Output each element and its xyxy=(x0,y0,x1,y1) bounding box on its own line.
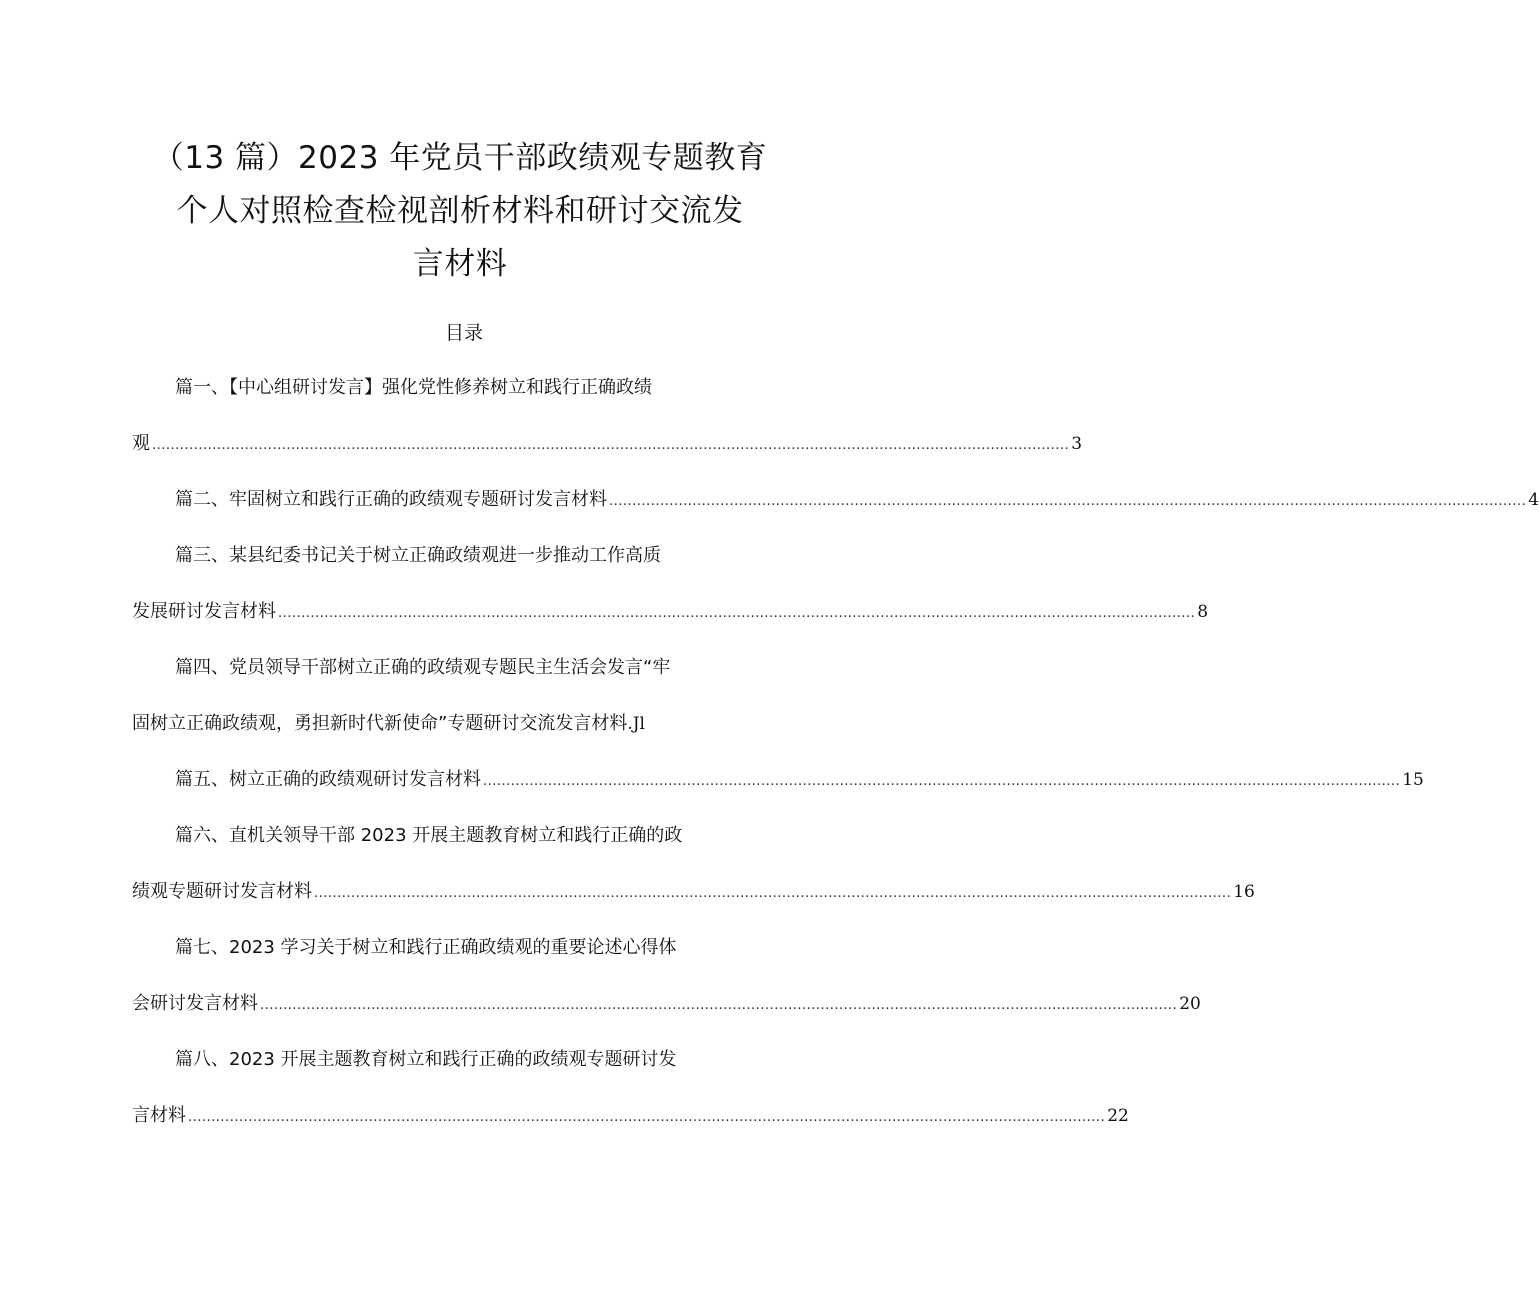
toc-entry-8-line1[interactable]: 篇八、2023 开展主题教育树立和践行正确的政绩观专题研讨发 xyxy=(175,1049,677,1070)
toc-page-number: .Jl xyxy=(627,714,645,734)
toc-entry-2[interactable] xyxy=(175,485,1539,515)
title-line-3: 言材料 xyxy=(412,246,508,282)
toc-entry-text: 言材料 xyxy=(132,1105,186,1126)
toc-entry-text: 发展研讨发言材料 xyxy=(132,601,276,622)
document-title xyxy=(130,132,790,291)
toc-leader-dots: ...................................................................................................................................................................................................... xyxy=(609,494,1527,509)
title-line-2: 个人对照检查检视剖析材料和研讨交流发 xyxy=(176,193,744,229)
toc-entry-7-line2[interactable] xyxy=(132,989,1201,1019)
toc-entry-text: 会研讨发言材料 xyxy=(132,993,258,1014)
toc-page-number: 20 xyxy=(1179,994,1201,1014)
toc-entry-6-line1[interactable]: 篇六、直机关领导干部 2023 开展主题教育树立和践行正确的政 xyxy=(175,825,683,846)
toc-page-number: 4 xyxy=(1528,490,1539,510)
toc-leader-dots: ...................................................................................................................................................................................................... xyxy=(483,774,1401,789)
toc-entry-1-line1[interactable]: 篇一、【中心组研讨发言】强化党性修养树立和践行正确政绩 xyxy=(175,377,652,398)
title-line-1: （13 篇）2023 年党员干部政绩观专题教育 xyxy=(152,140,768,176)
toc-entry-text: 观 xyxy=(132,433,150,454)
toc-leader-dots: ...................................................................................................................................................................................................... xyxy=(188,1110,1106,1125)
toc-entry-8-line2[interactable] xyxy=(132,1101,1129,1131)
toc-leader-dots: ...................................................................................................................................................................................................... xyxy=(260,998,1178,1013)
toc-leader-dots: ...................................................................................................................................................................................................... xyxy=(314,886,1232,901)
toc-entry-3-line2[interactable] xyxy=(132,597,1209,627)
toc-entry-1-line2[interactable] xyxy=(132,429,1083,459)
toc-page-number: 3 xyxy=(1071,434,1083,454)
toc-heading: 目录 xyxy=(444,322,483,344)
toc-entry-7-line1[interactable]: 篇七、2023 学习关于树立和践行正确政绩观的重要论述心得体 xyxy=(175,937,677,958)
toc-entry-text: 篇二、牢固树立和践行正确的政绩观专题研讨发言材料 xyxy=(175,489,607,510)
toc-leader-dots: ...................................................................................................................................................................................................... xyxy=(278,606,1196,621)
toc-entry-text: 绩观专题研讨发言材料 xyxy=(132,881,312,902)
toc-entry-text: 篇五、树立正确的政绩观研讨发言材料 xyxy=(175,769,481,790)
toc-page-number: 8 xyxy=(1197,602,1209,622)
toc-entry-3-line1[interactable]: 篇三、某县纪委书记关于树立正确政绩观进一步推动工作高质 xyxy=(175,545,661,566)
toc-page-number: 16 xyxy=(1233,882,1255,902)
toc-page-number: 22 xyxy=(1107,1106,1129,1126)
toc-entry-5[interactable] xyxy=(175,765,1424,795)
toc-entry-6-line2[interactable] xyxy=(132,877,1255,907)
toc-entry-4-line1[interactable]: 篇四、党员领导干部树立正确的政绩观专题民主生活会发言“牢 xyxy=(175,657,671,678)
toc-entry-4-line2[interactable] xyxy=(132,709,718,739)
toc-entry-text: 固树立正确政绩观，勇担新时代新使命”专题研讨交流发言材料 xyxy=(132,713,628,734)
toc-leader-dots: ...................................................................................................................................................................................................... xyxy=(152,438,1070,453)
toc-page-number: 15 xyxy=(1402,770,1424,790)
